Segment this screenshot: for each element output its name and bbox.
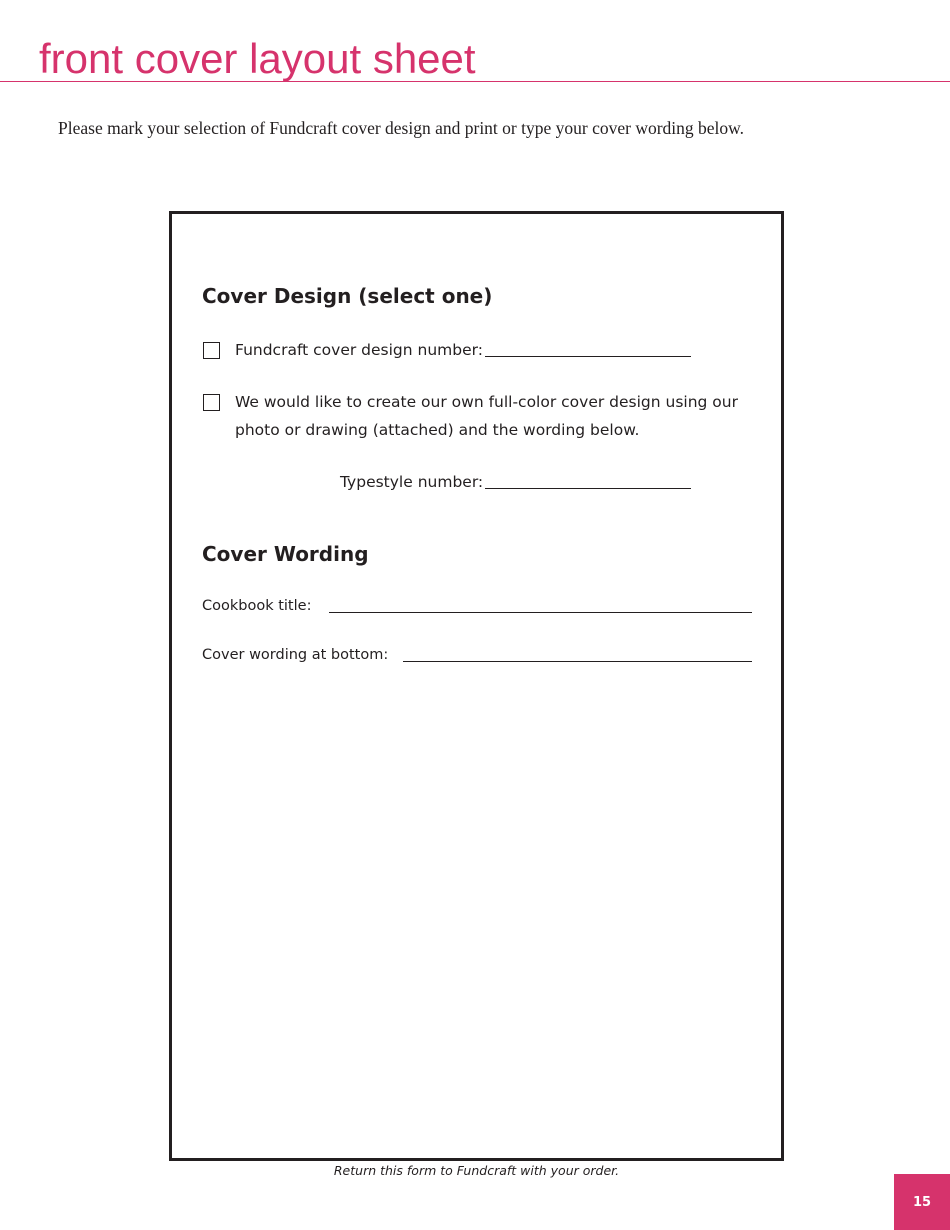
- page-number: 15: [912, 1194, 932, 1210]
- cookbook-title-field[interactable]: [329, 612, 752, 613]
- typestyle-number-field[interactable]: [485, 488, 691, 489]
- custom-cover-design-text-line1: We would like to create our own full-color cover design using our: [235, 393, 738, 411]
- cover-design-number-checkbox[interactable]: [203, 342, 220, 359]
- cover-wording-heading: Cover Wording: [202, 542, 369, 566]
- page-number-tab: [894, 1174, 950, 1230]
- cover-design-number-label: Fundcraft cover design number:: [235, 341, 483, 359]
- cookbook-title-label: Cookbook title:: [202, 598, 312, 614]
- cover-form-box: [169, 211, 784, 1161]
- cover-design-heading: Cover Design (select one): [202, 284, 493, 308]
- instructions-text: Please mark your selection of Fundcraft cover design and print or type your cover wording below.: [58, 118, 745, 138]
- footer-note: Return this form to Fundcraft with your order.: [333, 1163, 620, 1178]
- title-divider: [0, 81, 950, 82]
- custom-cover-design-text-line2: photo or drawing (attached) and the wording below.: [235, 421, 640, 439]
- bottom-wording-field[interactable]: [403, 661, 752, 662]
- page-title: front cover layout sheet: [39, 35, 476, 82]
- custom-cover-design-checkbox[interactable]: [203, 394, 220, 411]
- cover-design-number-field[interactable]: [485, 356, 691, 357]
- bottom-wording-label: Cover wording at bottom:: [202, 647, 389, 663]
- typestyle-number-label: Typestyle number:: [340, 473, 484, 491]
